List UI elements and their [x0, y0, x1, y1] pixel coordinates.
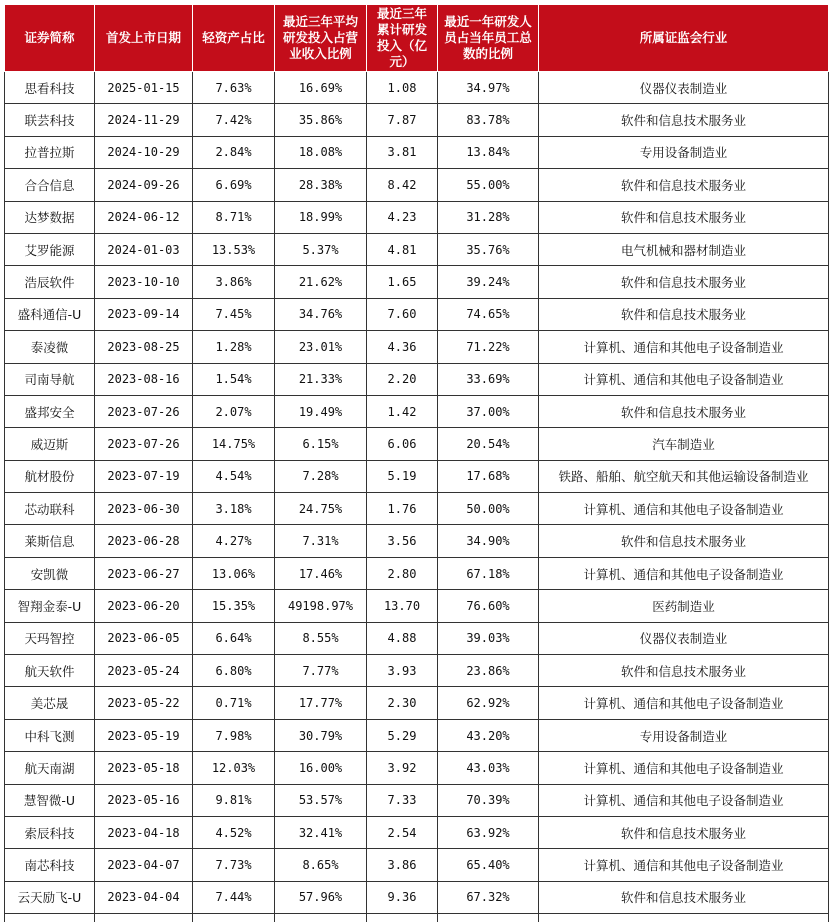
- listing-date-cell: 2024-10-29: [95, 136, 193, 168]
- rd-cumulative-cell: 4.36: [367, 331, 438, 363]
- industry-cell: 计算机、通信和其他电子设备制造业: [539, 687, 829, 719]
- listing-date-cell: 2023-06-27: [95, 557, 193, 589]
- rd-cumulative-cell: 1.76: [367, 493, 438, 525]
- table-row: [5, 557, 829, 589]
- rd-cumulative-cell: 4.23: [367, 201, 438, 233]
- listing-date-cell: 2023-05-16: [95, 784, 193, 816]
- rd-staff-ratio-cell: 67.32%: [438, 881, 539, 913]
- industry-cell: 汽车制造业: [539, 428, 829, 460]
- table-row: [5, 331, 829, 363]
- empty-cell: [539, 914, 829, 922]
- ipo-rd-table: [4, 4, 829, 922]
- rd-revenue-ratio-cell: 7.77%: [275, 655, 367, 687]
- listing-date-cell: 2023-10-10: [95, 266, 193, 298]
- rd-revenue-ratio-cell: 53.57%: [275, 784, 367, 816]
- rd-cumulative-cell: 2.54: [367, 816, 438, 848]
- rd-cumulative-cell: 3.92: [367, 752, 438, 784]
- listing-date-cell: 2023-05-18: [95, 752, 193, 784]
- listing-date-cell: 2023-05-24: [95, 655, 193, 687]
- table-row: [5, 298, 829, 330]
- security-name-cell: 芯动联科: [5, 493, 95, 525]
- listing-date-cell: 2024-06-12: [95, 201, 193, 233]
- security-name-cell: 天玛智控: [5, 622, 95, 654]
- rd-revenue-ratio-cell: 57.96%: [275, 881, 367, 913]
- light-asset-ratio-cell: 3.18%: [193, 493, 275, 525]
- table-row: [5, 752, 829, 784]
- table-row: [5, 72, 829, 104]
- security-name-cell: 云天励飞-U: [5, 881, 95, 913]
- rd-staff-ratio-cell: 34.97%: [438, 72, 539, 104]
- security-name-cell: 盛科通信-U: [5, 298, 95, 330]
- listing-date-cell: 2023-05-19: [95, 719, 193, 751]
- header-rd-revenue-ratio: 最近三年平均研发投入占营业收入比例: [275, 5, 367, 72]
- empty-cell: [95, 914, 193, 922]
- light-asset-ratio-cell: 8.71%: [193, 201, 275, 233]
- industry-cell: 软件和信息技术服务业: [539, 201, 829, 233]
- table-row: [5, 622, 829, 654]
- industry-cell: 软件和信息技术服务业: [539, 525, 829, 557]
- security-name-cell: 中科飞测: [5, 719, 95, 751]
- security-name-cell: 艾罗能源: [5, 233, 95, 265]
- rd-cumulative-cell: 1.65: [367, 266, 438, 298]
- light-asset-ratio-cell: 1.54%: [193, 363, 275, 395]
- security-name-cell: 思看科技: [5, 72, 95, 104]
- table-row: [5, 655, 829, 687]
- rd-staff-ratio-cell: 39.24%: [438, 266, 539, 298]
- rd-cumulative-cell: 3.56: [367, 525, 438, 557]
- security-name-cell: 威迈斯: [5, 428, 95, 460]
- empty-cell: [193, 914, 275, 922]
- rd-staff-ratio-cell: 43.20%: [438, 719, 539, 751]
- light-asset-ratio-cell: 4.54%: [193, 460, 275, 492]
- light-asset-ratio-cell: 15.35%: [193, 590, 275, 622]
- rd-revenue-ratio-cell: 18.08%: [275, 136, 367, 168]
- light-asset-ratio-cell: 7.63%: [193, 72, 275, 104]
- rd-revenue-ratio-cell: 16.69%: [275, 72, 367, 104]
- empty-cell: [5, 914, 95, 922]
- table-header-row: [5, 5, 829, 72]
- security-name-cell: 合合信息: [5, 169, 95, 201]
- industry-cell: 电气机械和器材制造业: [539, 233, 829, 265]
- rd-cumulative-cell: 6.06: [367, 428, 438, 460]
- security-name-cell: 美芯晟: [5, 687, 95, 719]
- rd-revenue-ratio-cell: 21.33%: [275, 363, 367, 395]
- rd-staff-ratio-cell: 55.00%: [438, 169, 539, 201]
- rd-revenue-ratio-cell: 49198.97%: [275, 590, 367, 622]
- light-asset-ratio-cell: 12.03%: [193, 752, 275, 784]
- rd-staff-ratio-cell: 71.22%: [438, 331, 539, 363]
- listing-date-cell: 2023-04-18: [95, 816, 193, 848]
- security-name-cell: 浩辰软件: [5, 266, 95, 298]
- rd-cumulative-cell: 5.19: [367, 460, 438, 492]
- security-name-cell: 航材股份: [5, 460, 95, 492]
- table-row: [5, 816, 829, 848]
- rd-revenue-ratio-cell: 5.37%: [275, 233, 367, 265]
- industry-cell: 计算机、通信和其他电子设备制造业: [539, 557, 829, 589]
- rd-revenue-ratio-cell: 6.15%: [275, 428, 367, 460]
- rd-revenue-ratio-cell: 24.75%: [275, 493, 367, 525]
- rd-revenue-ratio-cell: 21.62%: [275, 266, 367, 298]
- rd-cumulative-cell: 8.42: [367, 169, 438, 201]
- light-asset-ratio-cell: 2.84%: [193, 136, 275, 168]
- header-security-name: 证券简称: [5, 5, 95, 72]
- rd-cumulative-cell: 1.42: [367, 395, 438, 427]
- listing-date-cell: 2025-01-15: [95, 72, 193, 104]
- table-row: [5, 525, 829, 557]
- light-asset-ratio-cell: 9.81%: [193, 784, 275, 816]
- rd-cumulative-cell: 2.80: [367, 557, 438, 589]
- table-row: [5, 266, 829, 298]
- rd-staff-ratio-cell: 33.69%: [438, 363, 539, 395]
- rd-cumulative-cell: 4.88: [367, 622, 438, 654]
- industry-cell: 软件和信息技术服务业: [539, 169, 829, 201]
- industry-cell: 医药制造业: [539, 590, 829, 622]
- industry-cell: 软件和信息技术服务业: [539, 266, 829, 298]
- listing-date-cell: 2023-07-26: [95, 428, 193, 460]
- rd-cumulative-cell: 13.70: [367, 590, 438, 622]
- table-row: [5, 395, 829, 427]
- light-asset-ratio-cell: 6.80%: [193, 655, 275, 687]
- rd-staff-ratio-cell: 34.90%: [438, 525, 539, 557]
- table-row: [5, 136, 829, 168]
- listing-date-cell: 2023-08-16: [95, 363, 193, 395]
- listing-date-cell: 2023-09-14: [95, 298, 193, 330]
- rd-staff-ratio-cell: 50.00%: [438, 493, 539, 525]
- rd-staff-ratio-cell: 83.78%: [438, 104, 539, 136]
- table-body: [5, 72, 829, 922]
- rd-staff-ratio-cell: 65.40%: [438, 849, 539, 881]
- listing-date-cell: 2023-06-05: [95, 622, 193, 654]
- table-row: [5, 428, 829, 460]
- light-asset-ratio-cell: 13.53%: [193, 233, 275, 265]
- light-asset-ratio-cell: 2.07%: [193, 395, 275, 427]
- rd-cumulative-cell: 3.93: [367, 655, 438, 687]
- listing-date-cell: 2023-07-26: [95, 395, 193, 427]
- security-name-cell: 达梦数据: [5, 201, 95, 233]
- rd-staff-ratio-cell: 76.60%: [438, 590, 539, 622]
- rd-staff-ratio-cell: 37.00%: [438, 395, 539, 427]
- rd-revenue-ratio-cell: 17.46%: [275, 557, 367, 589]
- security-name-cell: 航天软件: [5, 655, 95, 687]
- table-row: [5, 590, 829, 622]
- industry-cell: 计算机、通信和其他电子设备制造业: [539, 363, 829, 395]
- header-light-asset-ratio: 轻资产占比: [193, 5, 275, 72]
- rd-revenue-ratio-cell: 19.49%: [275, 395, 367, 427]
- light-asset-ratio-cell: 7.98%: [193, 719, 275, 751]
- table-row: [5, 849, 829, 881]
- listing-date-cell: 2023-07-19: [95, 460, 193, 492]
- empty-cell: [275, 914, 367, 922]
- listing-date-cell: 2023-04-07: [95, 849, 193, 881]
- light-asset-ratio-cell: 14.75%: [193, 428, 275, 460]
- industry-cell: 计算机、通信和其他电子设备制造业: [539, 331, 829, 363]
- table-row: [5, 687, 829, 719]
- table-row-cut-off: [5, 914, 829, 922]
- industry-cell: 仪器仪表制造业: [539, 622, 829, 654]
- light-asset-ratio-cell: 0.71%: [193, 687, 275, 719]
- rd-revenue-ratio-cell: 17.77%: [275, 687, 367, 719]
- rd-staff-ratio-cell: 74.65%: [438, 298, 539, 330]
- light-asset-ratio-cell: 13.06%: [193, 557, 275, 589]
- security-name-cell: 泰凌微: [5, 331, 95, 363]
- rd-staff-ratio-cell: 13.84%: [438, 136, 539, 168]
- rd-revenue-ratio-cell: 16.00%: [275, 752, 367, 784]
- industry-cell: 计算机、通信和其他电子设备制造业: [539, 784, 829, 816]
- light-asset-ratio-cell: 7.73%: [193, 849, 275, 881]
- rd-revenue-ratio-cell: 34.76%: [275, 298, 367, 330]
- light-asset-ratio-cell: 1.28%: [193, 331, 275, 363]
- rd-revenue-ratio-cell: 35.86%: [275, 104, 367, 136]
- security-name-cell: 智翔金泰-U: [5, 590, 95, 622]
- security-name-cell: 盛邦安全: [5, 395, 95, 427]
- listing-date-cell: 2023-06-30: [95, 493, 193, 525]
- rd-revenue-ratio-cell: 7.31%: [275, 525, 367, 557]
- industry-cell: 软件和信息技术服务业: [539, 655, 829, 687]
- header-rd-cumulative: 最近三年累计研发投入（亿元）: [367, 5, 438, 72]
- security-name-cell: 索辰科技: [5, 816, 95, 848]
- security-name-cell: 南芯科技: [5, 849, 95, 881]
- rd-cumulative-cell: 3.86: [367, 849, 438, 881]
- table-row: [5, 460, 829, 492]
- light-asset-ratio-cell: 3.86%: [193, 266, 275, 298]
- header-industry: 所属证监会行业: [539, 5, 829, 72]
- security-name-cell: 莱斯信息: [5, 525, 95, 557]
- light-asset-ratio-cell: 7.42%: [193, 104, 275, 136]
- industry-cell: 专用设备制造业: [539, 719, 829, 751]
- industry-cell: 计算机、通信和其他电子设备制造业: [539, 752, 829, 784]
- listing-date-cell: 2024-01-03: [95, 233, 193, 265]
- light-asset-ratio-cell: 6.69%: [193, 169, 275, 201]
- rd-cumulative-cell: 9.36: [367, 881, 438, 913]
- rd-cumulative-cell: 2.30: [367, 687, 438, 719]
- listing-date-cell: 2023-04-04: [95, 881, 193, 913]
- light-asset-ratio-cell: 6.64%: [193, 622, 275, 654]
- listing-date-cell: 2024-11-29: [95, 104, 193, 136]
- rd-revenue-ratio-cell: 8.55%: [275, 622, 367, 654]
- rd-staff-ratio-cell: 23.86%: [438, 655, 539, 687]
- header-rd-staff-ratio: 最近一年研发人员占当年员工总数的比例: [438, 5, 539, 72]
- rd-revenue-ratio-cell: 7.28%: [275, 460, 367, 492]
- rd-revenue-ratio-cell: 18.99%: [275, 201, 367, 233]
- rd-cumulative-cell: 2.20: [367, 363, 438, 395]
- rd-staff-ratio-cell: 63.92%: [438, 816, 539, 848]
- industry-cell: 计算机、通信和其他电子设备制造业: [539, 849, 829, 881]
- industry-cell: 仪器仪表制造业: [539, 72, 829, 104]
- table-row: [5, 493, 829, 525]
- rd-revenue-ratio-cell: 28.38%: [275, 169, 367, 201]
- rd-cumulative-cell: 7.60: [367, 298, 438, 330]
- listing-date-cell: 2023-08-25: [95, 331, 193, 363]
- security-name-cell: 联芸科技: [5, 104, 95, 136]
- security-name-cell: 安凯微: [5, 557, 95, 589]
- rd-cumulative-cell: 4.81: [367, 233, 438, 265]
- rd-revenue-ratio-cell: 8.65%: [275, 849, 367, 881]
- rd-revenue-ratio-cell: 23.01%: [275, 331, 367, 363]
- rd-staff-ratio-cell: 43.03%: [438, 752, 539, 784]
- rd-revenue-ratio-cell: 30.79%: [275, 719, 367, 751]
- empty-cell: [438, 914, 539, 922]
- light-asset-ratio-cell: 7.45%: [193, 298, 275, 330]
- listing-date-cell: 2023-05-22: [95, 687, 193, 719]
- rd-staff-ratio-cell: 67.18%: [438, 557, 539, 589]
- table-row: [5, 104, 829, 136]
- rd-cumulative-cell: 7.33: [367, 784, 438, 816]
- listing-date-cell: 2023-06-28: [95, 525, 193, 557]
- industry-cell: 软件和信息技术服务业: [539, 816, 829, 848]
- light-asset-ratio-cell: 7.44%: [193, 881, 275, 913]
- rd-cumulative-cell: 7.87: [367, 104, 438, 136]
- rd-staff-ratio-cell: 70.39%: [438, 784, 539, 816]
- industry-cell: 铁路、船舶、航空航天和其他运输设备制造业: [539, 460, 829, 492]
- industry-cell: 专用设备制造业: [539, 136, 829, 168]
- rd-staff-ratio-cell: 35.76%: [438, 233, 539, 265]
- table-row: [5, 363, 829, 395]
- industry-cell: 软件和信息技术服务业: [539, 298, 829, 330]
- light-asset-ratio-cell: 4.52%: [193, 816, 275, 848]
- listing-date-cell: 2024-09-26: [95, 169, 193, 201]
- empty-cell: [367, 914, 438, 922]
- rd-staff-ratio-cell: 17.68%: [438, 460, 539, 492]
- security-name-cell: 拉普拉斯: [5, 136, 95, 168]
- table-row: [5, 169, 829, 201]
- table-row: [5, 784, 829, 816]
- rd-cumulative-cell: 1.08: [367, 72, 438, 104]
- table-row: [5, 719, 829, 751]
- table-row: [5, 201, 829, 233]
- rd-staff-ratio-cell: 62.92%: [438, 687, 539, 719]
- industry-cell: 软件和信息技术服务业: [539, 104, 829, 136]
- rd-staff-ratio-cell: 31.28%: [438, 201, 539, 233]
- rd-cumulative-cell: 3.81: [367, 136, 438, 168]
- listing-date-cell: 2023-06-20: [95, 590, 193, 622]
- industry-cell: 软件和信息技术服务业: [539, 395, 829, 427]
- table-row: [5, 233, 829, 265]
- industry-cell: 计算机、通信和其他电子设备制造业: [539, 493, 829, 525]
- rd-cumulative-cell: 5.29: [367, 719, 438, 751]
- rd-staff-ratio-cell: 39.03%: [438, 622, 539, 654]
- security-name-cell: 航天南湖: [5, 752, 95, 784]
- rd-staff-ratio-cell: 20.54%: [438, 428, 539, 460]
- industry-cell: 软件和信息技术服务业: [539, 881, 829, 913]
- table-row: [5, 881, 829, 913]
- security-name-cell: 司南导航: [5, 363, 95, 395]
- rd-revenue-ratio-cell: 32.41%: [275, 816, 367, 848]
- header-listing-date: 首发上市日期: [95, 5, 193, 72]
- security-name-cell: 慧智微-U: [5, 784, 95, 816]
- light-asset-ratio-cell: 4.27%: [193, 525, 275, 557]
